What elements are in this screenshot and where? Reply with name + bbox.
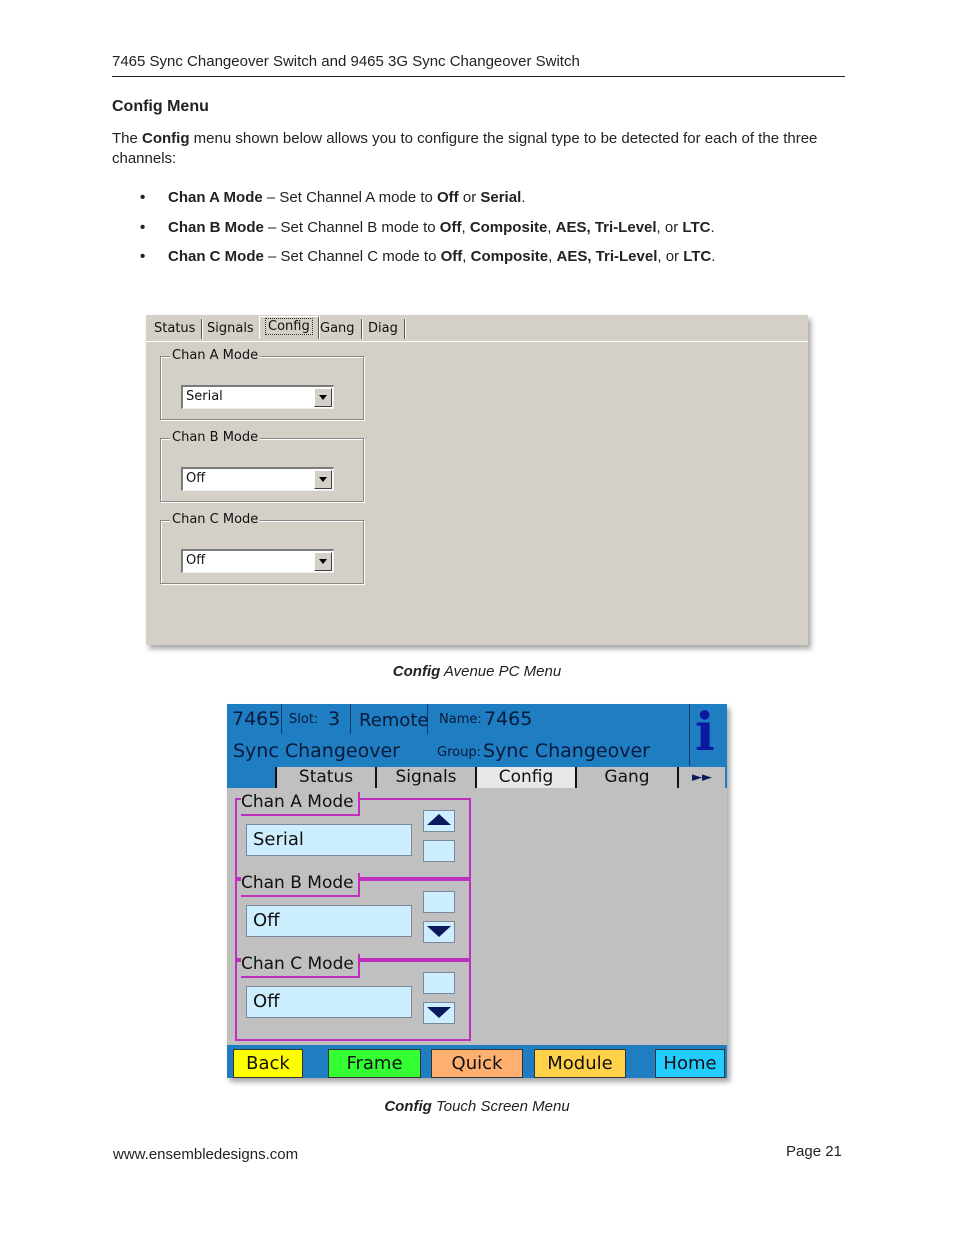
scroll-down-arrow-icon[interactable] <box>423 1002 455 1024</box>
touch-group-chan-a <box>235 792 471 879</box>
header-rule <box>112 76 845 77</box>
pc-select-value: Serial <box>186 389 223 404</box>
touch-group: Sync Changeover <box>483 740 650 762</box>
pc-group-chan-b <box>160 430 364 502</box>
footer-website: www.ensembledesigns.com <box>113 1146 299 1163</box>
bullet-chan-b: • Chan B Mode – Set Channel B mode to Off, Composite, AES, Tri-Level, or LTC. <box>140 218 715 236</box>
more-tabs-icon[interactable]: ►► <box>677 767 725 788</box>
page-number: Page 21 <box>786 1143 842 1160</box>
touch-tab-status[interactable]: Status <box>275 767 375 788</box>
touch-slot-label: Slot: <box>289 712 319 727</box>
info-icon[interactable]: i <box>695 702 715 763</box>
pc-tab-diag[interactable]: Diag <box>362 319 405 339</box>
touch-name-label: Name: <box>439 712 482 727</box>
pc-config-window <box>146 315 808 645</box>
touch-group-chan-c <box>235 954 471 1041</box>
pc-select-value: Off <box>186 553 206 568</box>
back-button[interactable]: Back <box>233 1049 303 1078</box>
touch-model: 7465 <box>232 708 281 730</box>
touch-name: 7465 <box>484 708 533 730</box>
scroll-down-blank-button[interactable] <box>423 840 455 862</box>
pc-tab-gang[interactable]: Gang <box>314 319 362 339</box>
intro-paragraph: The Config menu shown below allows you to configure the signal type to be detected for each of the three channels: <box>112 130 818 167</box>
touch-tab-config[interactable]: Config <box>475 767 575 788</box>
home-button[interactable]: Home <box>655 1049 725 1078</box>
chevron-down-icon[interactable] <box>314 470 332 489</box>
touch-tab-signals[interactable]: Signals <box>375 767 475 788</box>
touch-group-label: Chan C Mode <box>241 954 360 978</box>
bullet-chan-c: • Chan C Mode – Set Channel C mode to Off, Composite, AES, Tri-Level, or LTC. <box>140 248 716 265</box>
touch-chan-b-value[interactable]: Off <box>246 905 412 937</box>
touch-tab-gang[interactable]: Gang <box>575 767 677 788</box>
pc-tab-bar <box>146 315 808 342</box>
touch-group-label: Chan B Mode <box>241 873 360 897</box>
touch-slot: 3 <box>328 708 341 730</box>
pc-select-value: Off <box>186 471 206 486</box>
bullet-chan-a: • Chan A Mode – Set Channel A mode to Off or Serial. <box>140 189 526 206</box>
pc-chan-c-select[interactable] <box>181 549 334 573</box>
pc-tab-status[interactable]: Status <box>148 319 202 339</box>
scroll-up-arrow-icon[interactable] <box>423 810 455 832</box>
pc-chan-b-select[interactable] <box>181 467 334 491</box>
touch-mode: Remote <box>359 710 429 731</box>
touch-tab-bar <box>227 766 727 788</box>
touch-nav-bar <box>227 1045 727 1078</box>
scroll-down-arrow-icon[interactable] <box>423 921 455 943</box>
pc-tab-signals[interactable]: Signals <box>201 319 261 339</box>
bullet-list <box>140 189 715 278</box>
pc-group-label: Chan A Mode <box>172 348 259 363</box>
touch-group-label: Group: <box>437 745 481 760</box>
pc-group-chan-c <box>160 512 364 584</box>
pc-tab-config[interactable]: Config <box>259 316 319 339</box>
pc-group-label: Chan C Mode <box>172 512 259 527</box>
quick-button[interactable]: Quick <box>431 1049 523 1078</box>
pc-group-chan-a <box>160 348 364 420</box>
running-header: 7465 Sync Changeover Switch and 9465 3G Sync Changeover Switch <box>112 53 580 70</box>
scroll-up-blank-button[interactable] <box>423 972 455 994</box>
touch-config-screen <box>227 704 727 1078</box>
touch-status-header <box>227 704 727 766</box>
pc-menu-caption: Config Avenue PC Menu <box>392 663 562 680</box>
pc-chan-a-select[interactable] <box>181 385 334 409</box>
scroll-up-blank-button[interactable] <box>423 891 455 913</box>
touch-chan-c-value[interactable]: Off <box>246 986 412 1018</box>
section-title: Config Menu <box>112 98 209 115</box>
chevron-down-icon[interactable] <box>314 388 332 407</box>
frame-button[interactable]: Frame <box>328 1049 421 1078</box>
touch-group-chan-b <box>235 873 471 960</box>
pc-group-label: Chan B Mode <box>172 430 259 445</box>
module-button[interactable]: Module <box>534 1049 626 1078</box>
touch-device: Sync Changeover <box>233 740 400 762</box>
touch-menu-caption: Config Touch Screen Menu <box>384 1098 570 1115</box>
touch-chan-a-value[interactable]: Serial <box>246 824 412 856</box>
touch-group-label: Chan A Mode <box>241 792 360 816</box>
chevron-down-icon[interactable] <box>314 552 332 571</box>
